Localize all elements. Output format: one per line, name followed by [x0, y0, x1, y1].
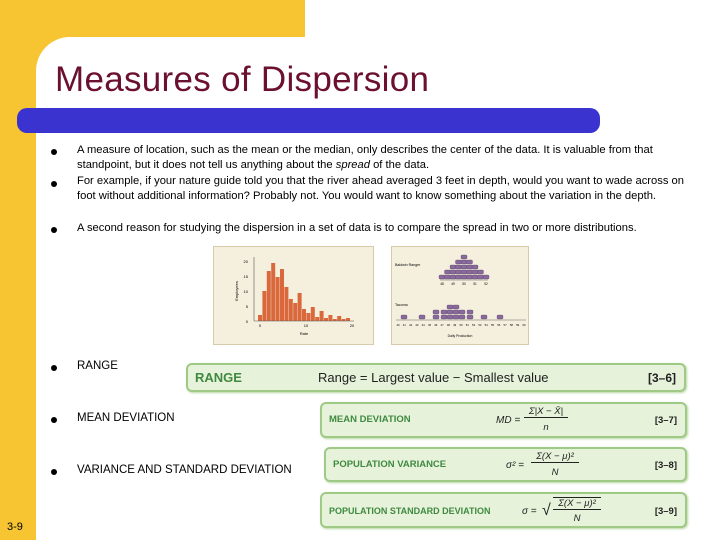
dotplot-marker [461, 265, 467, 269]
bullet-text-second-reason: A second reason for studying the dispersion in a set of data is to compare the spread in two or more distributions. [77, 222, 637, 234]
svg-text:52: 52 [484, 282, 488, 286]
bullet-dot [51, 227, 57, 233]
dotplot-marker [483, 275, 489, 279]
dotplot-marker [467, 260, 473, 264]
histogram-bar [346, 318, 350, 321]
bullet-text-location: A measure of location, such as the mean or the median, only describes the center of the data. It is valuable from that standpoint, but it does not tell us anything about the spread of the data. [77, 144, 653, 172]
dotplot-marker [459, 310, 465, 314]
dotplot-marker [419, 315, 425, 319]
slide-title: Measures of Dispersion [55, 60, 430, 99]
formula-number: [3–9] [654, 506, 677, 517]
histogram-x-label: Rate [299, 331, 309, 336]
formula-number: [3–8] [654, 460, 677, 471]
dotplot-marker [467, 315, 473, 319]
histogram-bar [306, 313, 310, 321]
dotplot-bottom-tick: 47 [440, 323, 444, 327]
dotplot-marker [467, 275, 473, 279]
dotplot-marker [461, 270, 467, 274]
y-tick-label: 5 [245, 304, 248, 309]
formula-denominator: N [551, 467, 559, 478]
bullet-dot [51, 469, 57, 475]
histogram-bar [320, 311, 324, 321]
formula-lhs: σ = [522, 506, 537, 517]
histogram-bar [298, 293, 302, 321]
dotplot-bottom-tick: 43 [415, 323, 419, 327]
x-tick-label: 0 [258, 323, 262, 328]
population-sd-formula-box [320, 492, 687, 528]
histogram-bar [271, 263, 275, 321]
histogram-bar [262, 291, 266, 321]
formula-denominator: n [543, 422, 549, 433]
dotplot-bottom-tick: 49 [453, 323, 457, 327]
bullet-dot [51, 149, 57, 155]
formula-name: RANGE [195, 370, 242, 385]
formula-number: [3–6] [647, 371, 676, 385]
histogram-bar [276, 277, 280, 321]
dotplot-marker [456, 265, 462, 269]
dotplot-marker [467, 265, 473, 269]
bullet-dot [51, 181, 57, 187]
range-formula-box [186, 363, 686, 392]
dotplot-bottom-tick: 53 [478, 323, 482, 327]
dotplot-bottom-ticks [396, 323, 526, 327]
histogram-bar [267, 271, 271, 321]
dotplot-marker [472, 265, 478, 269]
dotplot-bottom-tick: 60 [522, 323, 526, 327]
dotplot-marker [445, 270, 451, 274]
bullet-dot [51, 417, 57, 423]
dotplot-marker [456, 275, 462, 279]
histogram-figure [213, 246, 374, 345]
dotplot-marker [456, 260, 462, 264]
histogram-bar [311, 307, 315, 321]
dotplot-marker [433, 310, 439, 314]
svg-text:51: 51 [473, 282, 477, 286]
dotplot-marker [461, 255, 467, 259]
range-label: RANGE [77, 360, 118, 372]
variance-sd-label: VARIANCE AND STANDARD DEVIATION [77, 464, 292, 476]
dotplot-marker [401, 315, 407, 319]
dotplot-bottom-tick: 44 [421, 323, 425, 327]
svg-text:49: 49 [451, 282, 455, 286]
dotplot-bottom-tick: 58 [509, 323, 513, 327]
dotplot-marker [447, 310, 453, 314]
formula-name: POPULATION STANDARD DEVIATION [329, 506, 491, 516]
formula-numerator: Σ(X − μ)² [553, 497, 601, 510]
dotplot-marker [478, 275, 484, 279]
mean-deviation-label: MEAN DEVIATION [77, 412, 175, 424]
formula-name: MEAN DEVIATION [329, 414, 411, 425]
dotplot-svg [392, 247, 530, 346]
dotplot-marker [481, 315, 487, 319]
dotplot-marker [439, 275, 445, 279]
formula-name: POPULATION VARIANCE [333, 459, 447, 470]
formula-lhs: MD = [496, 415, 521, 426]
dotplot-bottom-label: Tacoma [395, 303, 408, 307]
dotplot-marker [453, 310, 459, 314]
formula-number: [3–7] [654, 415, 677, 426]
histogram-svg [214, 247, 375, 346]
dotplot-marker [445, 275, 451, 279]
dotplot-figure [391, 246, 529, 345]
bullet-text-example: For example, if your nature guide told you that the river ahead averaged 3 feet in depth, would you want to wade across on foot without additional information? Probably not. You would want to know something about the variation in the depth. [77, 175, 684, 203]
dotplot-marker [472, 275, 478, 279]
dotplot-top-dots [439, 255, 489, 279]
histogram-bar [324, 318, 328, 321]
dotplot-bottom-tick: 42 [409, 323, 413, 327]
svg-text:48: 48 [440, 282, 444, 286]
dotplot-marker [461, 260, 467, 264]
dotplot-marker [497, 315, 503, 319]
formula-numerator: Σ(X − μ)² [531, 451, 579, 463]
histogram-bar [337, 316, 341, 321]
y-tick-label: 20 [243, 259, 248, 264]
dotplot-marker [461, 275, 467, 279]
svg-text:50: 50 [462, 282, 466, 286]
dotplot-bottom-tick: 48 [446, 323, 450, 327]
dotplot-bottom-tick: 46 [434, 323, 438, 327]
dotplot-marker [467, 310, 473, 314]
histogram-bar [289, 299, 293, 321]
y-tick-label: 0 [245, 319, 248, 324]
x-tick-label: 20 [349, 323, 355, 328]
dotplot-bottom-dots [401, 305, 503, 319]
dotplot-marker [447, 315, 453, 319]
dotplot-marker [450, 270, 456, 274]
histogram-bars [258, 263, 350, 321]
dotplot-top-label: Baldwin Ranger [395, 263, 421, 267]
dotplot-marker [450, 275, 456, 279]
dotplot-x-label: Daily Production [447, 334, 473, 338]
histogram-bar [293, 303, 297, 321]
formula-denominator: N [573, 513, 581, 524]
dotplot-marker [459, 315, 465, 319]
dotplot-marker [472, 270, 478, 274]
dotplot-bottom-tick: 51 [465, 323, 469, 327]
title-underline-bar [17, 108, 600, 133]
dotplot-bottom-tick: 50 [459, 323, 463, 327]
dotplot-marker [456, 270, 462, 274]
dotplot-bottom-tick: 52 [472, 323, 476, 327]
dotplot-bottom-tick: 56 [497, 323, 501, 327]
histogram-bar [328, 315, 332, 321]
histogram-bar [315, 317, 319, 321]
formula-expression: Range = Largest value − Smallest value [318, 370, 549, 385]
dotplot-marker [447, 305, 453, 309]
mean-deviation-formula-box [320, 402, 687, 438]
formula-lhs: σ² = [506, 460, 524, 471]
dotplot-marker [453, 305, 459, 309]
x-tick-label: 10 [303, 323, 309, 328]
y-tick-label: 10 [243, 289, 248, 294]
dotplot-marker [453, 315, 459, 319]
dotplot-bottom-tick: 41 [402, 323, 406, 327]
y-tick-label: 15 [243, 274, 248, 279]
formula-numerator: Σ|X − X̄| [524, 406, 568, 418]
dotplot-marker [441, 310, 447, 314]
bullet-dot [51, 365, 57, 371]
histogram-bar [284, 287, 288, 321]
histogram-bar [302, 309, 306, 321]
dotplot-bottom-tick: 40 [396, 323, 400, 327]
dotplot-bottom-tick: 57 [503, 323, 507, 327]
dotplot-marker [478, 270, 484, 274]
page-number: 3-9 [7, 521, 23, 533]
population-variance-formula-box [324, 447, 687, 482]
histogram-bar [280, 269, 284, 321]
dotplot-bottom-tick: 59 [516, 323, 520, 327]
dotplot-marker [467, 270, 473, 274]
dotplot-bottom-tick: 45 [427, 323, 432, 327]
radical-sign: √ [542, 502, 551, 519]
dotplot-marker [450, 265, 456, 269]
dotplot-marker [433, 315, 439, 319]
histogram-y-label: Employees [234, 281, 239, 301]
histogram-bar [258, 315, 262, 321]
dotplot-bottom-tick: 54 [484, 323, 488, 327]
dotplot-bottom-tick: 55 [490, 323, 495, 327]
dotplot-marker [441, 315, 447, 319]
